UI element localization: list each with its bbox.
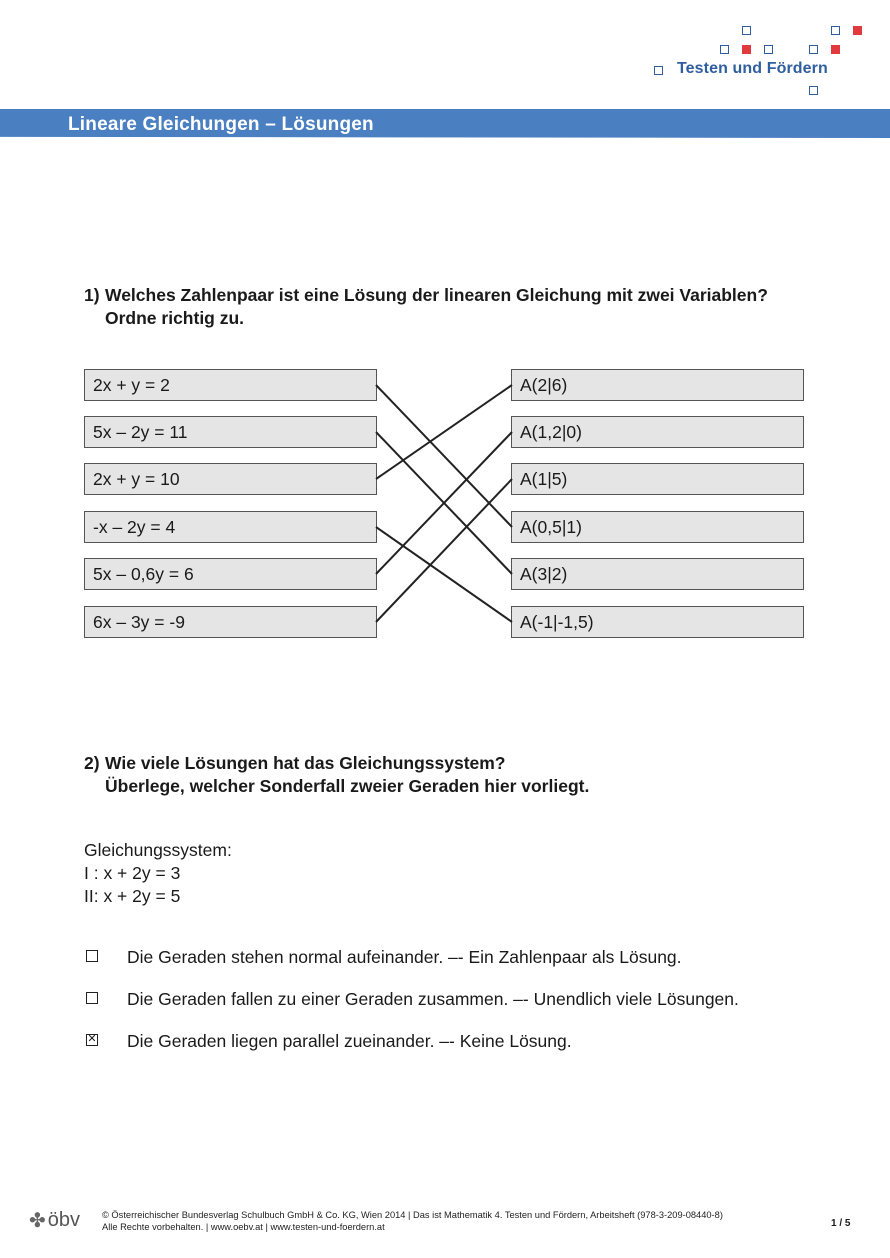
option-text: Die Geraden fallen zu einer Geraden zusammen. –- Unendlich viele Lösungen. — [127, 989, 739, 1009]
publisher-logo-text: öbv — [47, 1209, 81, 1231]
pair-box[interactable]: A(1|5) — [511, 463, 804, 495]
option-text: Die Geraden liegen parallel zueinander. –- Keine Lösung. — [127, 1031, 572, 1051]
equation-box[interactable]: 5x – 0,6y = 6 — [84, 558, 377, 590]
logo-square — [742, 26, 751, 35]
flower-icon: ✤ — [29, 1210, 46, 1232]
match-line — [376, 432, 512, 574]
question-2-title — [84, 752, 589, 798]
checkbox[interactable] — [86, 992, 98, 1004]
question-text: Wie viele Lösungen hat das Gleichungssystem? — [105, 753, 506, 773]
question-1-title — [84, 284, 768, 330]
brand-name: Testen und Fördern — [677, 60, 828, 77]
logo-square — [742, 45, 751, 54]
copyright-line-1: © Österreichischer Bundesverlag Schulbuch GmbH & Co. KG, Wien 2014 | Das ist Mathematik 4. Testen und Fördern, Arbeitsheft (978-3-209-08440-8) — [102, 1210, 723, 1220]
copyright-notice — [102, 1209, 723, 1233]
equation-box[interactable]: -x – 2y = 4 — [84, 511, 377, 543]
match-line — [376, 527, 512, 622]
question-number: 1) — [84, 285, 100, 305]
system-equation-1: I : x + 2y = 3 — [84, 863, 181, 883]
checkbox[interactable] — [86, 950, 98, 962]
logo-square — [853, 26, 862, 35]
question-instruction: Überlege, welcher Sonderfall zweier Geraden hier vorliegt. — [105, 776, 590, 796]
pair-box[interactable]: A(0,5|1) — [511, 511, 804, 543]
page-title: Lineare Gleichungen – Lösungen — [68, 114, 374, 135]
pair-box[interactable]: A(3|2) — [511, 558, 804, 590]
pair-box[interactable]: A(2|6) — [511, 369, 804, 401]
checkbox[interactable]: ✕ — [87, 1033, 97, 1045]
pair-box[interactable]: A(-1|-1,5) — [511, 606, 804, 638]
logo-square — [764, 45, 773, 54]
equation-box[interactable]: 2x + y = 10 — [84, 463, 377, 495]
publisher-logo — [29, 1208, 80, 1233]
question-number: 2) — [84, 753, 100, 773]
question-text: Welches Zahlenpaar ist eine Lösung der linearen Gleichung mit zwei Variablen? — [105, 285, 768, 305]
match-line — [376, 385, 512, 479]
logo-square — [831, 26, 840, 35]
page-number: 1 / 5 — [831, 1218, 851, 1229]
match-line — [376, 479, 512, 622]
system-equation-2: II: x + 2y = 5 — [84, 886, 181, 906]
equation-box[interactable]: 2x + y = 2 — [84, 369, 377, 401]
option-text: Die Geraden stehen normal aufeinander. –- Ein Zahlenpaar als Lösung. — [127, 947, 682, 967]
copyright-line-2: Alle Rechte vorbehalten. | www.oebv.at | www.testen-und-foerdern.at — [102, 1222, 385, 1232]
logo-square — [720, 45, 729, 54]
question-instruction: Ordne richtig zu. — [105, 308, 245, 328]
match-line — [376, 432, 512, 574]
equation-box[interactable]: 6x – 3y = -9 — [84, 606, 377, 638]
logo-square — [654, 66, 663, 75]
logo-square — [809, 45, 818, 54]
logo-square — [809, 86, 818, 95]
system-label: Gleichungssystem: — [84, 840, 232, 860]
logo-square — [831, 45, 840, 54]
pair-box[interactable]: A(1,2|0) — [511, 416, 804, 448]
equation-box[interactable]: 5x – 2y = 11 — [84, 416, 377, 448]
match-line — [376, 385, 512, 527]
